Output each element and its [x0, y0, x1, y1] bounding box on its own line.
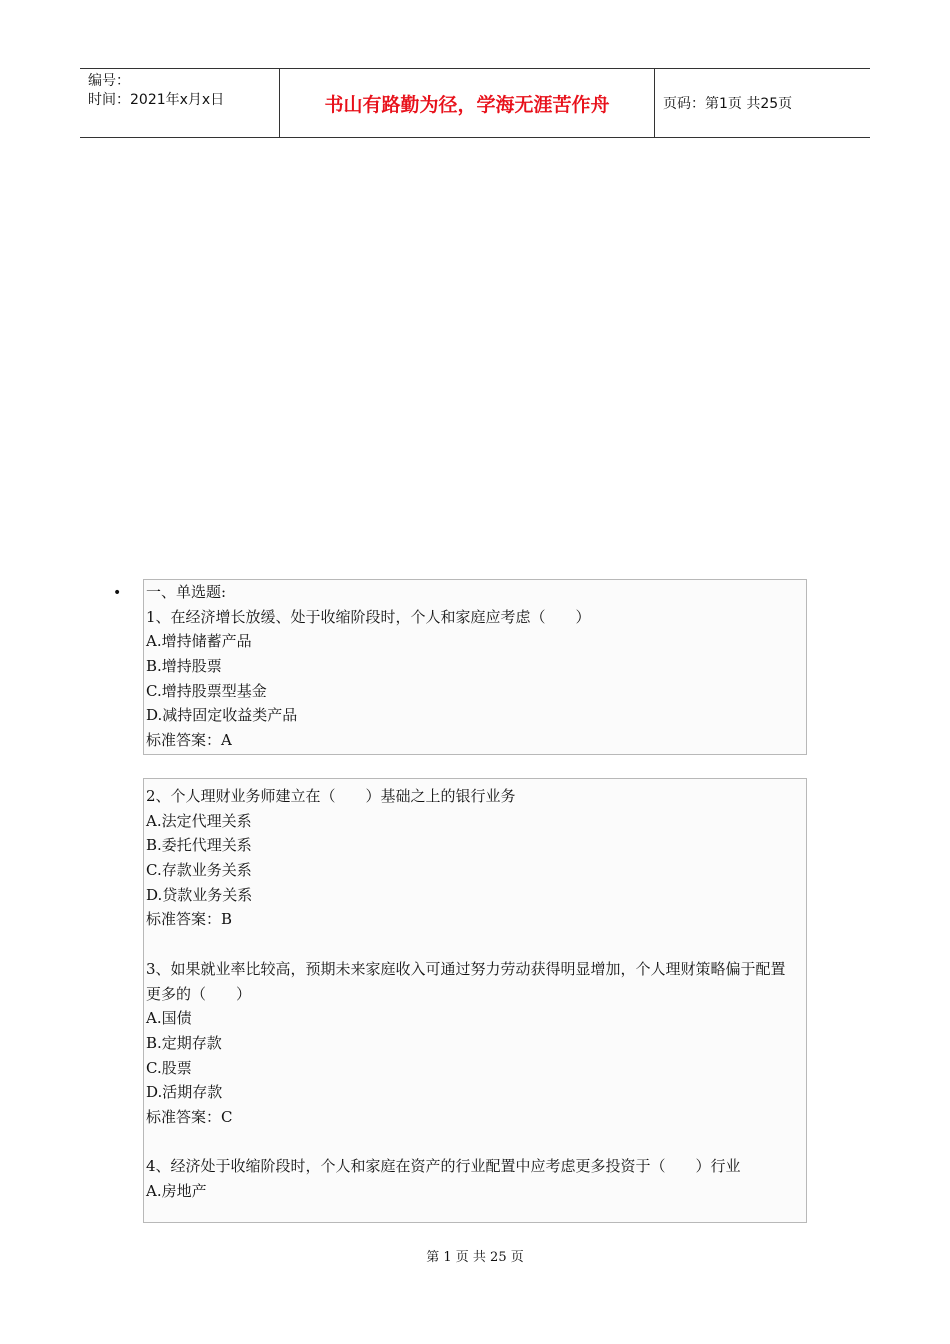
- option-a: A.国债: [146, 1009, 192, 1028]
- option-c: C.增持股票型基金: [146, 681, 267, 700]
- section-title: 一、单选题:: [146, 583, 227, 601]
- option-a: A.法定代理关系: [146, 811, 252, 830]
- time-label: 时间：2021年x月x日: [88, 92, 225, 108]
- code-label: 编号：: [88, 73, 130, 89]
- option-d: D.贷款业务关系: [146, 885, 253, 904]
- header-motto: 书山有路勤为径，学海无涯苦作舟: [280, 69, 655, 137]
- question-stem: 2、个人理财业务师建立在（ ）基础之上的银行业务: [146, 787, 516, 805]
- bullet-icon: •: [113, 585, 122, 601]
- option-b: B.委托代理关系: [146, 836, 252, 855]
- header-page-info: 页码：第1页 共25页: [663, 96, 793, 112]
- question-stem: 4、经济处于收缩阶段时，个人和家庭在资产的行业配置中应考虑更多投资于（ ）行业: [146, 1157, 741, 1176]
- option-a: A.增持储蓄产品: [146, 632, 252, 651]
- option-c: C.股票: [146, 1058, 192, 1077]
- answer: 标准答案：C: [146, 1107, 233, 1126]
- option-b: B.增持股票: [146, 657, 222, 676]
- option-a: A.房地产: [146, 1182, 207, 1201]
- answer: 标准答案：A: [146, 731, 232, 750]
- option-d: D.减持固定收益类产品: [146, 706, 298, 725]
- question-box-1: [143, 579, 807, 755]
- option-b: B.定期存款: [146, 1033, 222, 1052]
- page-header: [80, 68, 870, 138]
- option-d: D.活期存款: [146, 1083, 223, 1102]
- question-stem: 3、如果就业率比较高，预期未来家庭收入可通过努力劳动获得明显增加，个人理财策略偏于配置更多的（ ）: [146, 959, 786, 1003]
- answer: 标准答案：B: [146, 910, 233, 929]
- header-meta: [80, 69, 280, 137]
- page-footer: 第 1 页 共 25 页: [426, 1250, 524, 1265]
- question-stem: 1、在经济增长放缓、处于收缩阶段时，个人和家庭应考虑（ ）: [146, 607, 591, 626]
- option-c: C.存款业务关系: [146, 861, 252, 880]
- question-box-2: [143, 778, 807, 1223]
